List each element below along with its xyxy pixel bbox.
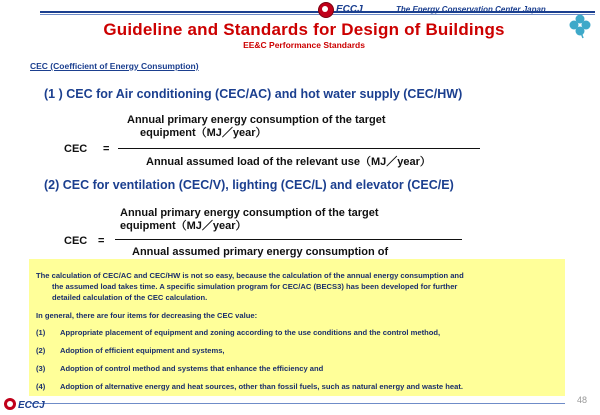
section2-numerator-line2: equipment（MJ／year） — [120, 220, 247, 232]
section1-denominator: Annual assumed load of the relevant use（MJ／year） — [146, 156, 431, 168]
section-label: CEC (Coefficient of Energy Consumption) — [30, 61, 199, 71]
organization-name: The Energy Conservation Center Japan — [396, 5, 546, 14]
note-item-number: (4) — [36, 382, 46, 391]
note-item-text: Adoption of alternative energy and heat sources, other than fossil fuels, such as natural energy and waste heat. — [60, 382, 463, 391]
note-para1-line2: the assumed load takes time. A specific simulation program for CEC/AC (BECS3) has been developed for further — [52, 282, 458, 291]
footer-logo-text: ECCJ — [18, 400, 45, 411]
note-item-number: (2) — [36, 346, 46, 355]
page-title: Guideline and Standards for Design of Buildings — [103, 20, 505, 39]
note-item-number: (1) — [36, 328, 46, 337]
section1-equals: = — [103, 143, 110, 155]
header-rule-thin — [40, 14, 595, 15]
footer-logo-icon — [4, 398, 16, 410]
section1-fraction-bar — [118, 148, 480, 149]
section2-heading: (2) CEC for ventilation (CEC/V), lighting (CEC/L) and elevator (CEC/E) — [44, 178, 454, 192]
header-logo-text: ECCJ — [336, 4, 363, 15]
footer-rule — [30, 403, 565, 404]
clover-logo-icon — [565, 10, 595, 40]
note-item-text: Adoption of efficient equipment and systems, — [60, 346, 225, 355]
note-para2: In general, there are four items for decreasing the CEC value: — [36, 311, 258, 320]
section2-lhs: CEC — [64, 235, 88, 247]
page-subtitle: EE&C Performance Standards — [243, 40, 365, 50]
section1-numerator-line1: Annual primary energy consumption of the target — [127, 114, 386, 126]
note-para1-line3: detailed calculation of the CEC calculation. — [52, 293, 208, 302]
eccj-logo-icon — [318, 2, 334, 18]
note-para1-line1: The calculation of CEC/AC and CEC/HW is not so easy, because the calculation of the annual energy consumption and — [36, 271, 464, 280]
note-item-text: Adoption of control method and systems that enhance the efficiency and — [60, 364, 324, 373]
section2-equals: = — [98, 235, 105, 247]
note-item-number: (3) — [36, 364, 46, 373]
page-number: 48 — [577, 395, 588, 405]
section1-heading: (1 ) CEC for Air conditioning (CEC/AC) and hot water supply (CEC/HW) — [44, 87, 463, 101]
section1-numerator-line2: equipment（MJ／year） — [140, 127, 267, 139]
section2-denominator: Annual assumed primary energy consumption of — [132, 246, 389, 258]
section2-fraction-bar — [115, 239, 462, 240]
section2-numerator-line1: Annual primary energy consumption of the target — [120, 207, 379, 219]
section1-lhs: CEC — [64, 143, 88, 155]
note-item-text: Appropriate placement of equipment and zoning according to the use conditions and the control method, — [60, 328, 441, 337]
